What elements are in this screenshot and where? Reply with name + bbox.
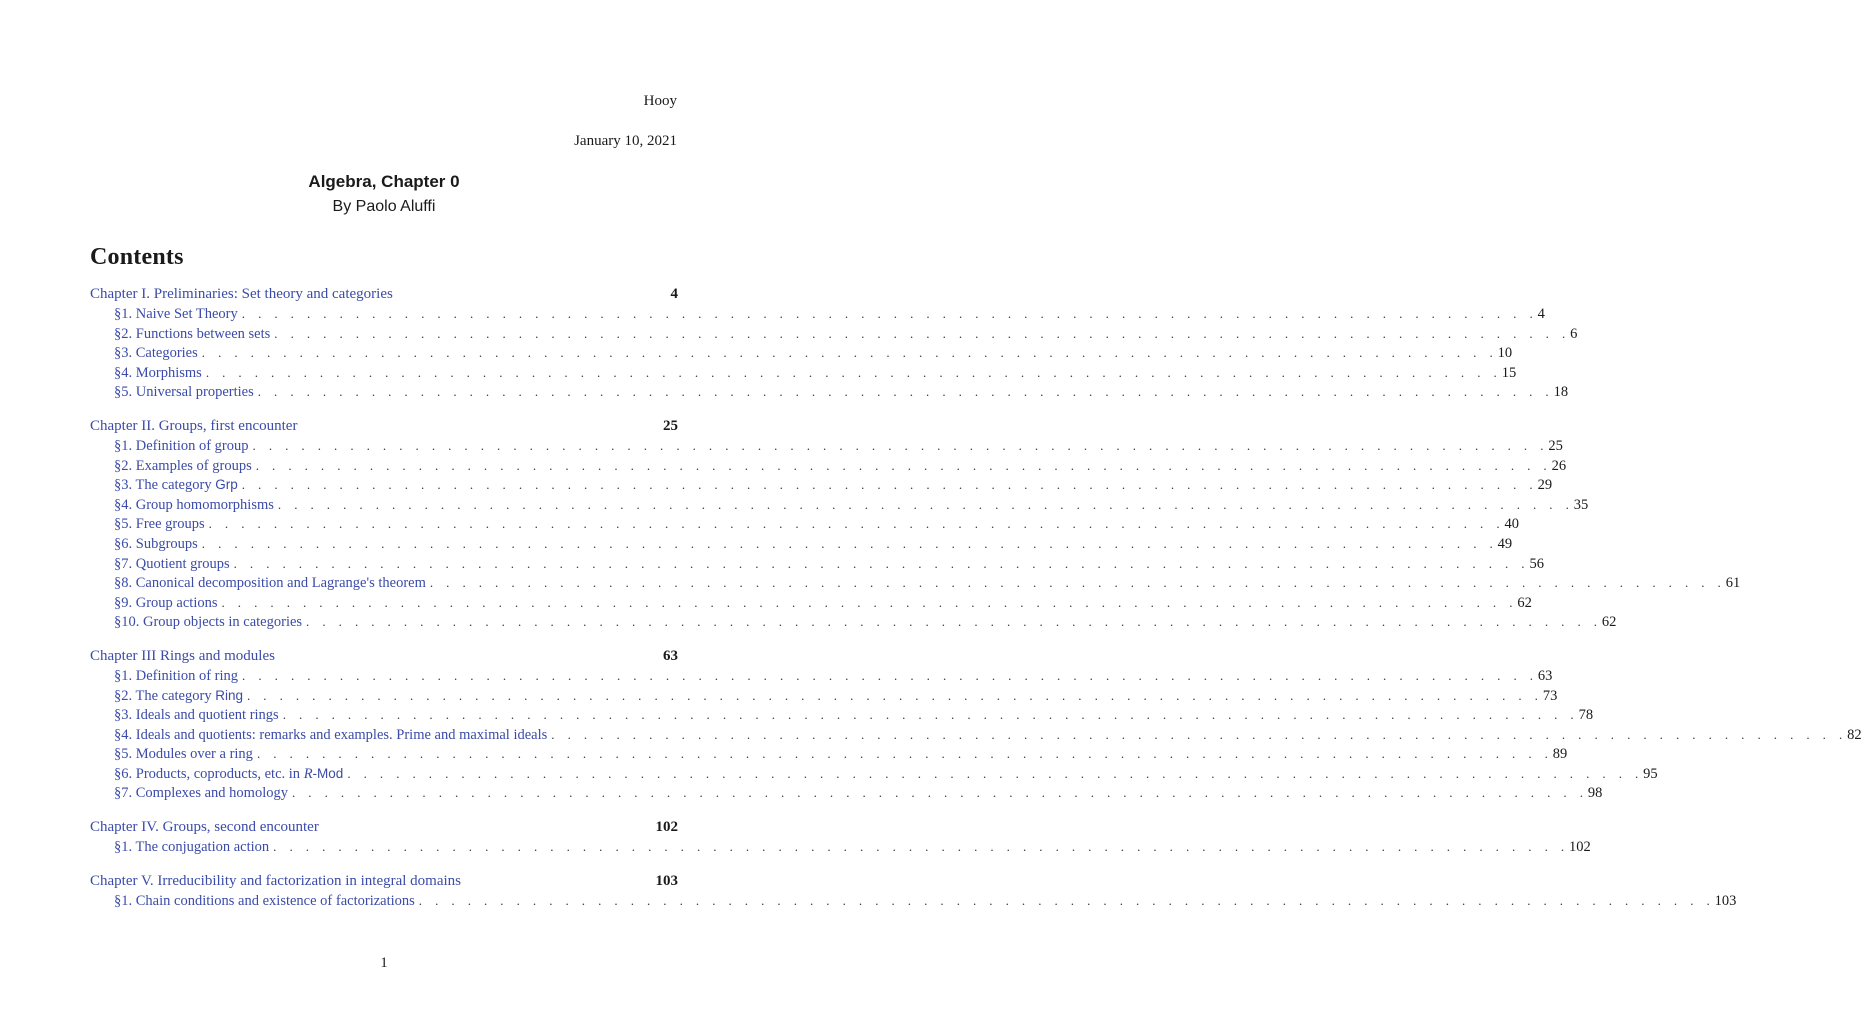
dot-leader: . . . . . . . . . . . . . . . . . . . . . . . . . . . . . . . . . . . . . . . . . . . . . . . . . . . . . . . . . . . . . . . . . . . . . . . . . . . . . . . . [277, 496, 1574, 512]
toc-chapter-link[interactable] [90, 873, 678, 893]
toc-chapter-link[interactable] [90, 418, 678, 438]
contents-heading: Contents [90, 244, 184, 270]
section-title: §2. Functions between sets [114, 325, 271, 342]
section-page-number: 49 [1497, 535, 1513, 552]
chapter-title: Chapter III Rings and modules [90, 647, 275, 664]
toc-section-link[interactable] [90, 555, 1544, 576]
dot-leader: . . . . . . . . . . . . . . . . . . . . . . . . . . . . . . . . . . . . . . . . . . . . . . . . . . . . . . . . . . . . . . . . . . . . . . . . . . . . . . . . [201, 535, 1498, 551]
section-title: §5. Universal properties [114, 384, 254, 401]
dot-leader: . . . . . . . . . . . . . . . . . . . . . . . . . . . . . . . . . . . . . . . . . . . . . . . . . . . . . . . . . . . . . . . . . . . . . . . . . . . . . . . . [257, 384, 1554, 400]
toc-section-link[interactable] [90, 457, 1567, 478]
section-title: §4. Morphisms [114, 364, 202, 381]
toc-section-link[interactable] [90, 535, 1513, 556]
section-title: §2. Examples of groups [114, 457, 252, 474]
section-page-number: 95 [1643, 765, 1658, 782]
toc-section-link[interactable] [90, 477, 1553, 497]
section-page-number: 26 [1551, 457, 1567, 474]
section-page-number: 15 [1501, 364, 1517, 381]
chapter-title: Chapter II. Groups, first encounter [90, 417, 298, 434]
table-of-contents [90, 286, 1862, 926]
dot-leader: . . . . . . . . . . . . . . . . . . . . . . . . . . . . . . . . . . . . . . . . . . . . . . . . . . . . . . . . . . . . . . . . . . . . . . . . . . . . . . . . [306, 614, 1602, 630]
section-page-number: 6 [1570, 325, 1578, 342]
section-title-prefix: §6. Products, coproducts, etc. in [114, 765, 304, 782]
section-page-number: 18 [1553, 384, 1569, 401]
section-page-number: 62 [1517, 594, 1532, 611]
section-page-number: 4 [1537, 306, 1545, 322]
section-title: §3. Categories [114, 345, 198, 362]
section-page-number: 82 [1847, 726, 1862, 743]
document-subtitle: By Paolo Aluffi [332, 198, 436, 215]
toc-section-link[interactable] [90, 726, 1862, 747]
toc-section-link[interactable] [90, 496, 1589, 517]
chapter-page-number: 25 [663, 417, 678, 434]
toc-section-link[interactable] [90, 575, 1741, 595]
dot-leader: . . . . . . . . . . . . . . . . . . . . . . . . . . . . . . . . . . . . . . . . . . . . . . . . . . . . . . . . . . . . . . . . . . . . . . . . . . . . . . . . [551, 726, 1848, 742]
section-title: §1. Chain conditions and existence of factorizations [114, 892, 415, 909]
toc-chapter [90, 647, 1862, 805]
toc-section-link[interactable] [90, 892, 1737, 913]
section-page-number: 62 [1601, 614, 1617, 631]
section-title: §8. Canonical decomposition and Lagrange's theorem [114, 575, 426, 592]
section-title-category: Grp [215, 477, 238, 493]
section-page-number: 61 [1725, 575, 1741, 592]
toc-section-link[interactable] [90, 746, 1568, 766]
section-title: §10. Group objects in categories [114, 614, 303, 631]
section-title: §3. Ideals and quotient rings [114, 707, 279, 724]
section-page-number: 89 [1552, 746, 1568, 763]
section-title: §9. Group actions [114, 594, 218, 611]
chapter-page-number: 63 [663, 647, 678, 664]
section-page-number: 78 [1578, 707, 1594, 724]
section-title: §1. Definition of group [114, 437, 249, 454]
section-title: §1. Definition of ring [114, 667, 239, 684]
dot-leader: . . . . . . . . . . . . . . . . . . . . . . . . . . . . . . . . . . . . . . . . . . . . . . . . . . . . . . . . . . . . . . . . . . . . . . . . . . . . . . . . [242, 667, 1538, 683]
dot-leader: . . . . . . . . . . . . . . . . . . . . . . . . . . . . . . . . . . . . . . . . . . . . . . . . . . . . . . . . . . . . . . . . . . . . . . . . . . . . . . . . [208, 516, 1505, 532]
toc-section-link[interactable] [90, 687, 1558, 708]
toc-chapter-link[interactable] [90, 648, 678, 668]
dot-leader: . . . . . . . . . . . . . . . . . . . . . . . . . . . . . . . . . . . . . . . . . . . . . . . . . . . . . . . . . . . . . . . . . . . . . . . . . . . . . . . . [418, 892, 1715, 908]
section-title: §5. Modules over a ring [114, 746, 253, 763]
dot-leader: . . . . . . . . . . . . . . . . . . . . . . . . . . . . . . . . . . . . . . . . . . . . . . . . . . . . . . . . . . . . . . . . . . . . . . . . . . . . . . . . [347, 765, 1644, 781]
dot-leader: . . . . . . . . . . . . . . . . . . . . . . . . . . . . . . . . . . . . . . . . . . . . . . . . . . . . . . . . . . . . . . . . . . . . . . . . . . . . . . . . [292, 785, 1588, 801]
toc-chapter [90, 872, 1737, 913]
section-title-prefix: §3. The category [114, 477, 216, 494]
toc-section-link[interactable] [90, 437, 1563, 458]
toc-section-link[interactable] [90, 614, 1617, 634]
toc-section-link[interactable] [90, 384, 1569, 404]
toc-section-link[interactable] [90, 325, 1578, 346]
dot-leader: . . . . . . . . . . . . . . . . . . . . . . . . . . . . . . . . . . . . . . . . . . . . . . . . . . . . . . . . . . . . . . . . . . . . . . . . . . . . . . . . [233, 555, 1530, 571]
section-page-number: 63 [1537, 667, 1553, 684]
section-title: §1. The conjugation action [114, 839, 270, 856]
section-page-number: 98 [1587, 785, 1603, 802]
section-title-category: -Mod [312, 765, 344, 781]
page-number: 1 [380, 955, 388, 971]
section-title: §6. Subgroups [114, 535, 198, 552]
dot-leader: . . . . . . . . . . . . . . . . . . . . . . . . . . . . . . . . . . . . . . . . . . . . . . . . . . . . . . . . . . . . . . . . . . . . . . . . . . . . . . . . [252, 437, 1549, 453]
section-title: §4. Ideals and quotients: remarks and examples. Prime and maximal ideals [114, 726, 548, 743]
toc-chapter-link[interactable] [90, 286, 678, 306]
section-page-number: 56 [1529, 555, 1544, 572]
section-title [114, 766, 347, 783]
toc-section-link[interactable] [90, 707, 1594, 727]
dot-leader: . . . . . . . . . . . . . . . . . . . . . . . . . . . . . . . . . . . . . . . . . . . . . . . . . . . . . . . . . . . . . . . . . . . . . . . . . . . . . . . . [282, 707, 1579, 723]
section-title: §1. Naive Set Theory [114, 306, 238, 322]
author-name: Hooy [643, 93, 677, 109]
section-title-math: R [303, 765, 313, 782]
dot-leader: . . . . . . . . . . . . . . . . . . . . . . . . . . . . . . . . . . . . . . . . . . . . . . . . . . . . . . . . . . . . . . . . . . . . . . . . . . . . . . . . [201, 345, 1498, 361]
section-title: §4. Group homomorphisms [114, 496, 274, 513]
toc-chapter [90, 819, 1591, 859]
toc-section-link[interactable] [90, 765, 1658, 786]
section-page-number: 10 [1497, 345, 1513, 362]
document-title: Algebra, Chapter 0 [308, 172, 460, 191]
section-page-number: 40 [1504, 516, 1519, 533]
section-page-number: 103 [1714, 892, 1737, 909]
toc-chapter [90, 286, 1578, 404]
section-page-number: 102 [1569, 839, 1591, 856]
dot-leader: . . . . . . . . . . . . . . . . . . . . . . . . . . . . . . . . . . . . . . . . . . . . . . . . . . . . . . . . . . . . . . . . . . . . . . . . . . . . . . . . [246, 687, 1543, 703]
document-date: January 10, 2021 [574, 133, 677, 149]
section-title: §7. Complexes and homology [114, 785, 288, 802]
section-title-prefix: §2. The category [114, 687, 216, 704]
section-title [114, 477, 242, 494]
dot-leader: . . . . . . . . . . . . . . . . . . . . . . . . . . . . . . . . . . . . . . . . . . . . . . . . . . . . . . . . . . . . . . . . . . . . . . . . . . . . . . . . [255, 457, 1552, 473]
dot-leader: . . . . . . . . . . . . . . . . . . . . . . . . . . . . . . . . . . . . . . . . . . . . . . . . . . . . . . . . . . . . . . . . . . . . . . . . . . . . . . . . [241, 306, 1538, 321]
toc-section-link[interactable] [90, 516, 1519, 536]
section-title [114, 688, 247, 705]
toc-section-link[interactable] [90, 785, 1603, 805]
dot-leader: . . . . . . . . . . . . . . . . . . . . . . . . . . . . . . . . . . . . . . . . . . . . . . . . . . . . . . . . . . . . . . . . . . . . . . . . . . . . . . . . [241, 477, 1538, 493]
section-page-number: 35 [1573, 496, 1589, 513]
dot-leader: . . . . . . . . . . . . . . . . . . . . . . . . . . . . . . . . . . . . . . . . . . . . . . . . . . . . . . . . . . . . . . . . . . . . . . . . . . . . . . . . [221, 594, 1518, 610]
chapter-page-number: 102 [655, 819, 678, 836]
chapter-page-number: 4 [670, 286, 678, 302]
chapter-title: Chapter I. Preliminaries: Set theory and categories [90, 286, 393, 302]
section-page-number: 73 [1542, 687, 1558, 704]
section-page-number: 25 [1548, 437, 1563, 454]
toc-chapter [90, 417, 1741, 634]
dot-leader: . . . . . . . . . . . . . . . . . . . . . . . . . . . . . . . . . . . . . . . . . . . . . . . . . . . . . . . . . . . . . . . . . . . . . . . . . . . . . . . . [274, 325, 1571, 341]
section-title: §7. Quotient groups [114, 555, 230, 572]
section-title: §5. Free groups [114, 516, 205, 533]
chapter-title: Chapter IV. Groups, second encounter [90, 819, 319, 836]
chapter-title: Chapter V. Irreducibility and factorization in integral domains [90, 872, 462, 889]
toc-section-link[interactable] [90, 839, 1591, 859]
toc-section-link[interactable] [90, 594, 1532, 615]
section-page-number: 29 [1537, 477, 1553, 494]
chapter-page-number: 103 [655, 872, 678, 889]
dot-leader: . . . . . . . . . . . . . . . . . . . . . . . . . . . . . . . . . . . . . . . . . . . . . . . . . . . . . . . . . . . . . . . . . . . . . . . . . . . . . . . . [273, 839, 1570, 855]
dot-leader: . . . . . . . . . . . . . . . . . . . . . . . . . . . . . . . . . . . . . . . . . . . . . . . . . . . . . . . . . . . . . . . . . . . . . . . . . . . . . . . . [429, 575, 1726, 591]
toc-section-link[interactable] [90, 306, 1545, 326]
toc-chapter-link[interactable] [90, 819, 678, 839]
dot-leader: . . . . . . . . . . . . . . . . . . . . . . . . . . . . . . . . . . . . . . . . . . . . . . . . . . . . . . . . . . . . . . . . . . . . . . . . . . . . . . . . [205, 364, 1502, 380]
dot-leader: . . . . . . . . . . . . . . . . . . . . . . . . . . . . . . . . . . . . . . . . . . . . . . . . . . . . . . . . . . . . . . . . . . . . . . . . . . . . . . . . [256, 746, 1553, 762]
toc-section-link[interactable] [90, 364, 1517, 385]
toc-section-link[interactable] [90, 667, 1553, 688]
toc-section-link[interactable] [90, 345, 1513, 365]
section-title-category: Ring [215, 687, 243, 703]
